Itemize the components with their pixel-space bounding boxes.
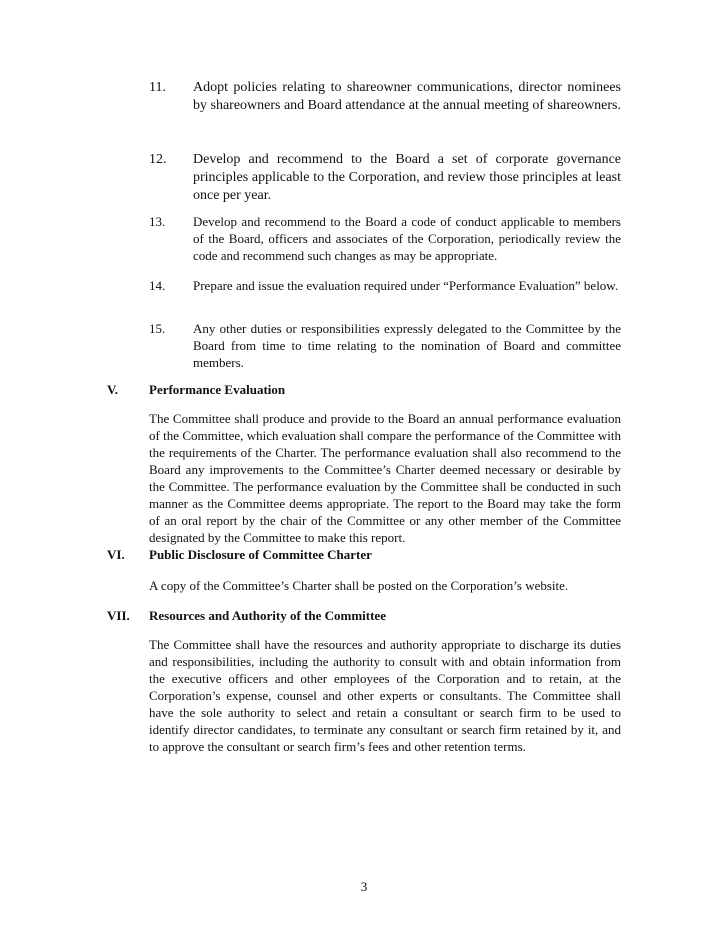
- section-title: Resources and Authority of the Committee: [149, 608, 386, 623]
- list-item-text: Any other duties or responsibilities expressly delegated to the Committee by the Board from time to time relating to the nomination of Board and committee members.: [193, 321, 621, 370]
- section-heading-public-disclosure: [107, 546, 627, 563]
- section-body-resources-authority: The Committee shall have the resources and authority appropriate to discharge its duties and responsibilities, including the authority to consult with and obtain information from the executive officers and other employees of the Corporation and to retain, at the Corporation’s expense, counsel and other experts or consultants. The Committee shall have the sole authority to select and retain a consultant or search firm to be used to identify director candidates, to terminate any consultant or search firm retained by it, and to approve the consultant or search firm’s fees and other retention terms.: [149, 637, 621, 754]
- page-number: 3: [360, 879, 368, 894]
- list-item-text: Adopt policies relating to shareowner communications, director nominees by shareowners and Board attendance at the annual meeting of shareowners.: [193, 80, 622, 113]
- list-item-number: 15.: [149, 321, 166, 336]
- section-numeral: VI.: [107, 547, 125, 562]
- section-heading-resources-authority: [107, 607, 627, 624]
- section-numeral: VII.: [107, 608, 130, 623]
- list-item-number: 11.: [149, 80, 166, 95]
- section-body-performance-evaluation: The Committee shall produce and provide to the Board an annual performance evaluation of the Committee, which evaluation shall compare the performance of the Committee with the requirements of the Charter. The performance evaluation shall also recommend to the Board any improvements to the Committee’s Charter deemed necessary or desirable by the Committee. The performance evaluation by the Committee shall be conducted in such manner as the Committee deems appropriate. The report to the Board may take the form of an oral report by the chair of the Committee or any other member of the Committee designated by the Committee to make this report.: [149, 411, 621, 545]
- section-title: Performance Evaluation: [149, 382, 286, 397]
- section-heading-performance-evaluation: [107, 381, 627, 398]
- list-item-number: 12.: [149, 152, 167, 167]
- list-item-11: [149, 79, 621, 115]
- list-item-12: [149, 151, 621, 205]
- list-item-text: Develop and recommend to the Board a code of conduct applicable to members of the Board, officers and associates of the Corporation, periodically review the code and recommend such changes as may be appropriate.: [193, 214, 621, 263]
- list-item-13: [149, 213, 621, 264]
- section-numeral: V.: [107, 382, 118, 397]
- list-item-number: 13.: [149, 214, 166, 229]
- list-item-text: Develop and recommend to the Board a set of corporate governance principles applicable to the Corporation, and review those principles at least once per year.: [193, 152, 621, 203]
- list-item-15: [149, 320, 621, 371]
- list-item-text: Prepare and issue the evaluation required under “Performance Evaluation” below.: [193, 278, 619, 293]
- list-item-14: [149, 277, 621, 294]
- list-item-number: 14.: [149, 278, 166, 293]
- section-title: Public Disclosure of Committee Charter: [149, 547, 372, 562]
- section-body-public-disclosure: A copy of the Committee’s Charter shall be posted on the Corporation’s website.: [149, 578, 569, 593]
